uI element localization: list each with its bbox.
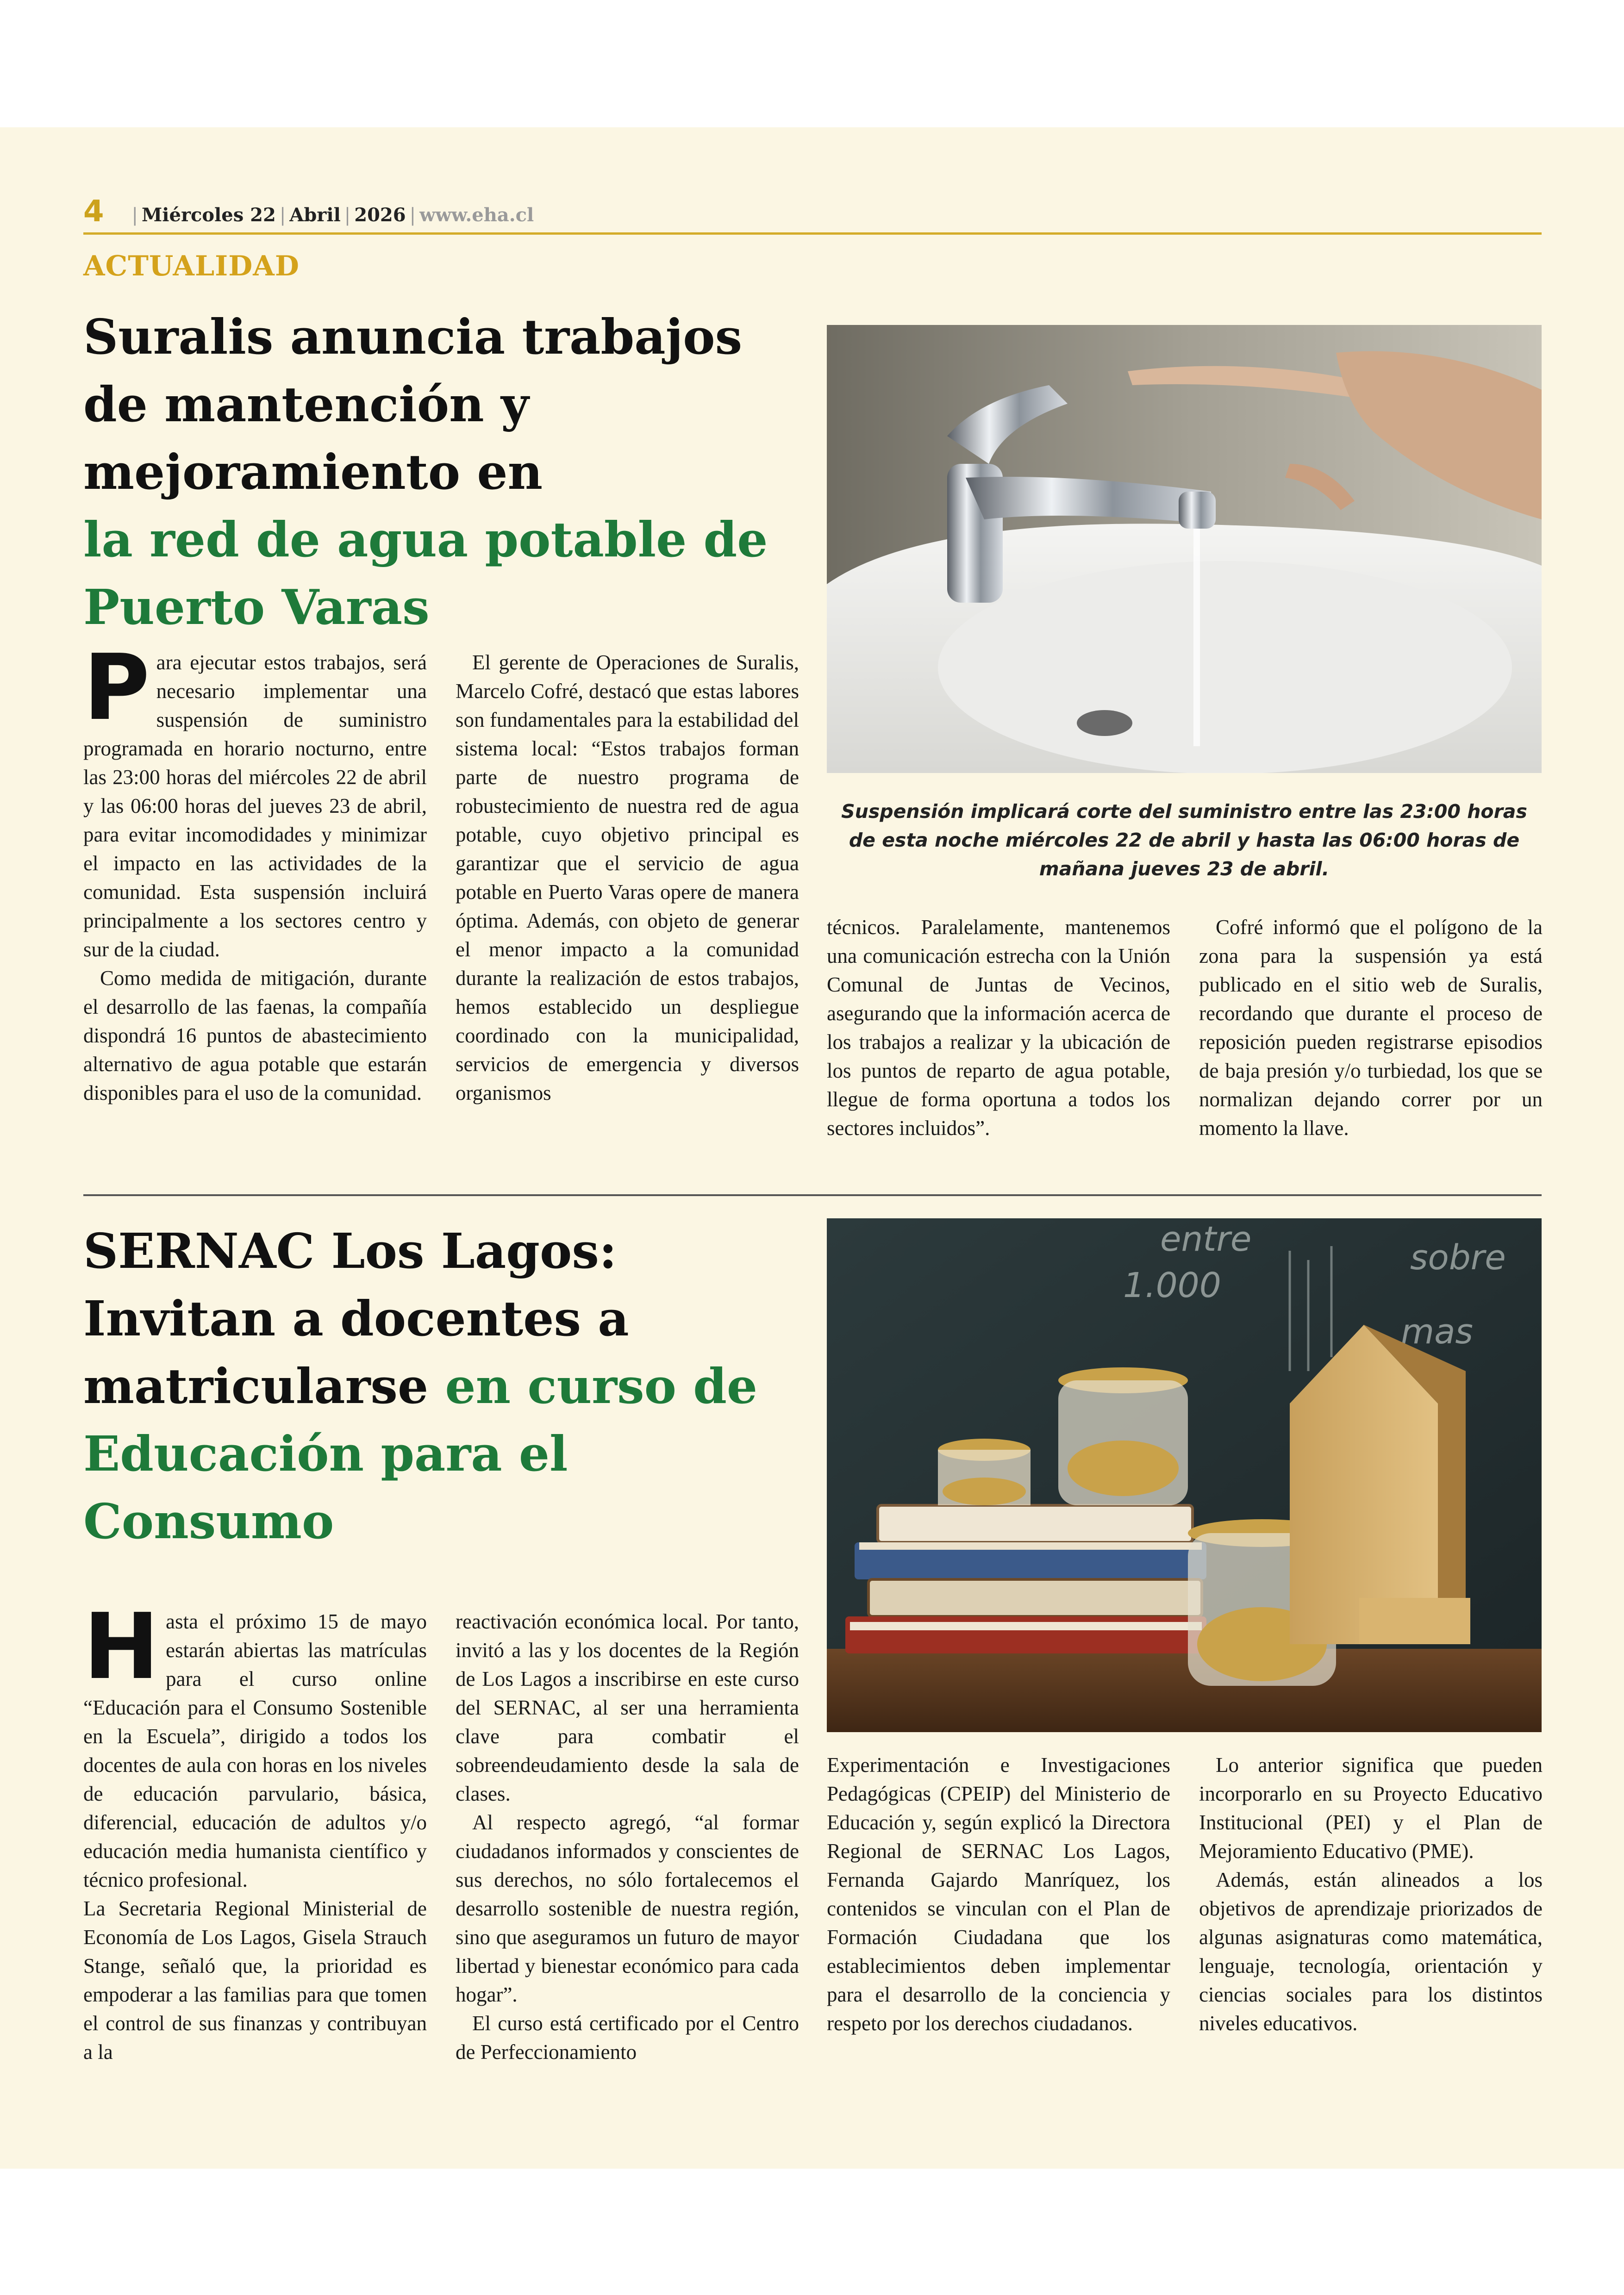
chalk-text: mas — [1401, 1312, 1473, 1352]
article2-headline — [83, 1217, 806, 1555]
article2-paragraph: Además, están alineados a los objetivos de aprendizaje priorizados de algunas asignaturas como matemática, lenguaje, tecnología, orientación y ciencias sociales para los distintos niveles educativos. — [1199, 1868, 1543, 2035]
article1-column-2 — [456, 648, 799, 1107]
page-header — [83, 194, 534, 229]
page-number: 4 — [83, 194, 104, 229]
article1-drop-cap: P — [83, 635, 150, 741]
website-link[interactable]: www.eha.cl — [419, 204, 534, 226]
article1-paragraph: El gerente de Operaciones de Suralis, Marcelo Cofré, destacó que estas labores son fundamentales para la estabilidad del sistema local: “Estos trabajos forman parte de nuestro programa de robustecimiento de nuestra red de agua potable, cuyo objetivo principal es garantizar que el servicio de agua potable en Puerto Varas opere de manera óptima. Además, con objeto de generar el menor impacto a la comunidad durante la realización de estos trabajos, hemos establecido un despliegue coordinado con la municipalidad, servicios de emergencia y diversos organismos — [456, 651, 799, 1104]
article1-column-4 — [1199, 913, 1543, 1142]
article2-column-4 — [1199, 1751, 1543, 2038]
dateline: | Miércoles 22 | Abril | 2026 | www.eha.cl — [131, 204, 534, 226]
article1-paragraph: ara ejecutar estos trabajos, será necesario implementar una suspensión de suministro programada en horario nocturno, entre las 23:00 horas del miércoles 22 de abril y las 06:00 horas del jueves 23 de abril, para evitar incomodidades y minimizar el impacto en las actividades de la comunidad. Esta suspensión incluirá principalmente a los sectores centro y sur de la ciudad. — [83, 651, 427, 961]
date-day: Miércoles 22 — [142, 204, 276, 226]
article1-title-black: Suralis anuncia trabajos de mantención y mejoramiento en — [83, 308, 743, 500]
savings-image — [827, 1218, 1542, 1732]
article2-paragraph: Al respecto agregó, “al formar ciudadanos informados y conscientes de sus derechos, no sólo fortalecemos el desarrollo sostenible de nuestra región, sino que aseguramos un futuro de mayor libertad y bienestar económico para cada hogar”. — [456, 1811, 799, 2006]
article1-paragraph: Cofré informó que el polígono de la zona para la suspensión ya está publicado en el sitio web de Suralis, recordando que durante el proceso de reposición pueden registrarse episodios de baja presión y/o turbiedad, los que se normalizan dejando correr por un momento la llave. — [1199, 916, 1543, 1140]
chalk-text: 1.000 — [1123, 1266, 1221, 1305]
chalk-text: entre — [1160, 1219, 1252, 1259]
article2-paragraph: reactivación económica local. Por tanto, invitó a las y los docentes de la Región de Los Lagos a inscribirse en este curso del SERNAC, al ser una herramienta clave para combatir el sobreendeudamiento desde la sala de clases. — [456, 1610, 799, 1805]
date-year: 2026 — [354, 204, 406, 226]
article2-paragraph: El curso está certificado por el Centro de Perfeccionamiento — [456, 2012, 799, 2064]
savings-photo — [827, 1218, 1542, 1732]
article1-title-green: la red de agua potable de Puerto Varas — [83, 511, 768, 636]
section-label: ACTUALIDAD — [83, 250, 300, 282]
article2-title-black: SERNAC Los Lagos: Invitan a docentes a matricularse — [83, 1222, 629, 1415]
article2-paragraph: Experimentación e Investigaciones Pedagógicas (CPEIP) del Ministerio de Educación y, según explicó la Directora Regional de SERNAC Los Lagos, Fernanda Gajardo Manríquez, los contenidos se vinculan con el Plan de Formación Ciudadana que los establecimientos deben implementar para el desarrollo de la conciencia y respeto por los derechos ciudadanos. — [827, 1753, 1170, 2035]
date-month: Abril — [289, 204, 341, 226]
article1-paragraph: Como medida de mitigación, durante el desarrollo de las faenas, la compañía dispondrá 16 puntos de abastecimiento alternativo de agua potable que estarán disponibles para el uso de la comunidad. — [83, 967, 427, 1104]
chalk-text: sobre — [1410, 1238, 1506, 1278]
article2-paragraph: Lo anterior significa que pueden incorporarlo en su Proyecto Educativo Institucional (PEI) y el Plan de Mejoramiento Educativo (PME). — [1199, 1753, 1543, 1863]
article-divider — [83, 1194, 1542, 1196]
article2-drop-cap: H — [83, 1594, 160, 1700]
article2-column-1 — [83, 1594, 427, 2066]
article2-column-2 — [456, 1607, 799, 2066]
faucet-image — [827, 325, 1542, 773]
faucet-photo-caption: Suspensión implicará corte del suministro entre las 23:00 horas de esta noche miércoles 22 de abril y hasta las 06:00 horas de mañana jueves 23 de abril. — [841, 800, 1527, 880]
article1-paragraph: técnicos. Paralelamente, mantenemos una comunicación estrecha con la Unión Comunal de Juntas de Vecinos, asegurando que la información acerca de los trabajos a realizar y la ubicación de los puntos de reparto de agua potable, llegue de forma oportuna a todos los sectores incluidos”. — [827, 916, 1170, 1140]
article1-column-1 — [83, 635, 427, 1107]
article2-paragraph: La Secretaria Regional Ministerial de Economía de Los Lagos, Gisela Strauch Stange, señaló que, la prioridad es empoderar a las familias para que tomen el control de sus finanzas y contribuyan a la — [83, 1897, 427, 2064]
article2-paragraph: asta el próximo 15 de mayo estarán abiertas las matrículas para el curso online “Educación para el Consumo Sostenible en la Escuela”, dirigido a todos los docentes de aula con horas en los niveles de educación parvulario, básica, diferencial, educación de adultos y/o educación media humanista científico y técnico profesional. — [83, 1610, 427, 1891]
article2-title-green: en curso de Educación para el Consumo — [83, 1358, 758, 1550]
article1-column-3 — [827, 913, 1170, 1142]
article2-column-3 — [827, 1751, 1170, 2038]
header-divider — [83, 232, 1542, 235]
article1-headline — [83, 303, 806, 641]
faucet-photo — [827, 325, 1542, 773]
